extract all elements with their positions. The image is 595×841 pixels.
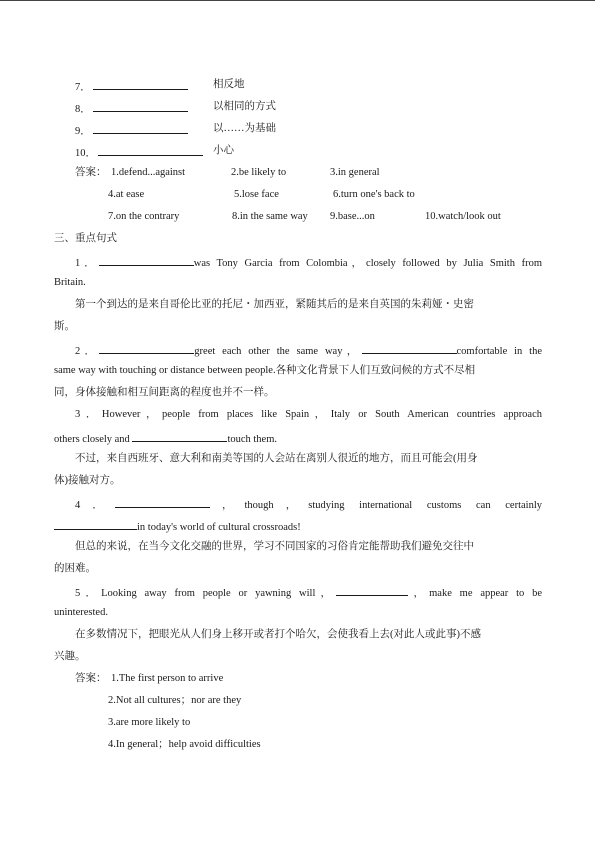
answer-blank <box>115 496 210 508</box>
answer-blank <box>336 584 408 596</box>
sentence-2-line-3: 同，身体接触和相互间距离的程度也并不一样。 <box>54 387 275 398</box>
sentence-1-translation-cont: 斯。 <box>54 321 75 332</box>
sentence-5-translation: 在多数情况下，把眼光从人们身上移开或者打个哈欠，会使我看上去(对此人或此事)不感 <box>75 629 481 640</box>
phrase-answer: 5.lose face <box>234 189 279 200</box>
sentence-text: in today's world of cultural crossroads! <box>137 522 301 533</box>
sentence-text: However，people from places like Spain，Italy or South American countries approach <box>101 409 543 420</box>
section-heading: 三、重点句式 <box>54 233 117 244</box>
sentence-text: was Tony Garcia from Colombia，closely followed by Julia Smith from <box>193 258 542 269</box>
sentence-3-translation-cont: 体)接触对方。 <box>54 475 121 486</box>
phrase-answer: 8.in the same way <box>232 211 308 222</box>
sentence-1-translation: 第一个到达的是来自哥伦比亚的托尼・加西亚，紧随其后的是来自英国的朱莉娅・史密 <box>75 299 474 310</box>
phrase-answer: 7.on the contrary <box>108 211 180 222</box>
sentence-2-line-2: same way with touching or distance between people.各种文化背景下人们互致问候的方式不尽相 <box>54 365 476 376</box>
phrase-meaning-8: 以相同的方式 <box>213 101 276 112</box>
item-number: 2． <box>75 346 100 357</box>
sentence-1-line-2: Britain. <box>54 277 86 288</box>
sentence-answer: 4.In general；help avoid difficulties <box>108 739 261 750</box>
sentence-3-line-2 <box>54 430 542 447</box>
item-number: 5． <box>75 588 102 599</box>
sentence-text: others closely and <box>54 434 133 445</box>
sentence-4-translation: 但总的来说，在当今文化交融的世界，学习不同国家的习俗肯定能帮助我们避免交往中 <box>75 541 474 552</box>
sentence-text: touch them. <box>227 434 278 445</box>
sentence-1-line-1 <box>75 254 542 271</box>
sentence-5-line-1 <box>75 584 542 601</box>
phrase-answer: 3.in general <box>330 167 380 178</box>
item-number: 8． <box>75 104 91 115</box>
item-number: 7． <box>75 82 91 93</box>
answer-blank <box>99 342 194 354</box>
phrase-meaning-9: 以……为基础 <box>213 123 276 134</box>
sentence-text: ，though，studying international customs can certainly <box>209 500 542 511</box>
item-number: 9． <box>75 126 91 137</box>
phrase-answer: 1.defend...against <box>111 167 186 178</box>
phrase-item-7 <box>75 78 188 95</box>
item-number: 1． <box>75 258 99 269</box>
sentence-4-line-1 <box>75 496 542 513</box>
answer-label: 答案： <box>75 673 107 684</box>
sentence-text: Looking away from people or yawning will， <box>101 588 337 599</box>
answer-blank <box>132 430 227 442</box>
sentence-text: comfortable in the <box>456 346 543 357</box>
sentence-text: greet each other the same way， <box>194 346 362 357</box>
phrase-item-9 <box>75 122 188 139</box>
sentence-5-translation-cont: 兴趣。 <box>54 651 86 662</box>
sentence-3-line-1 <box>75 408 542 422</box>
answer-label: 答案： <box>75 167 107 178</box>
sentence-2-line-1 <box>75 342 542 359</box>
answer-blank <box>93 100 188 112</box>
item-number: 10． <box>75 148 96 159</box>
answer-blank <box>362 342 457 354</box>
answer-blank <box>99 254 194 266</box>
sentence-4-line-2 <box>54 518 542 535</box>
item-number: 4． <box>75 500 115 511</box>
sentence-answer: 3.are more likely to <box>108 717 191 728</box>
page-top-border <box>0 0 595 1</box>
phrase-answer: 10.watch/look out <box>425 211 501 222</box>
phrase-answer: 4.at ease <box>108 189 145 200</box>
answer-blank <box>98 144 203 156</box>
phrase-answer: 2.be likely to <box>231 167 287 178</box>
phrase-answer: 6.turn one's back to <box>333 189 415 200</box>
sentence-answer: 1.The first person to arrive <box>111 673 224 684</box>
sentence-5-line-2: uninterested. <box>54 607 108 618</box>
sentence-3-translation: 不过，来自西班牙、意大利和南美等国的人会站在离别人很近的地方，而且可能会(用身 <box>75 453 478 464</box>
phrase-item-10 <box>75 144 203 161</box>
answer-blank <box>93 78 188 90</box>
answer-blank <box>93 122 188 134</box>
phrase-meaning-7: 相反地 <box>213 79 245 90</box>
phrase-answer: 9.base...on <box>330 211 375 222</box>
phrase-meaning-10: 小心 <box>213 145 234 156</box>
sentence-4-translation-cont: 的困难。 <box>54 563 96 574</box>
phrase-item-8 <box>75 100 188 117</box>
sentence-answer: 2.Not all cultures；nor are they <box>108 695 242 706</box>
sentence-text: ，make me appear to be <box>408 588 542 599</box>
item-number: 3． <box>75 409 102 420</box>
answer-blank <box>54 518 137 530</box>
